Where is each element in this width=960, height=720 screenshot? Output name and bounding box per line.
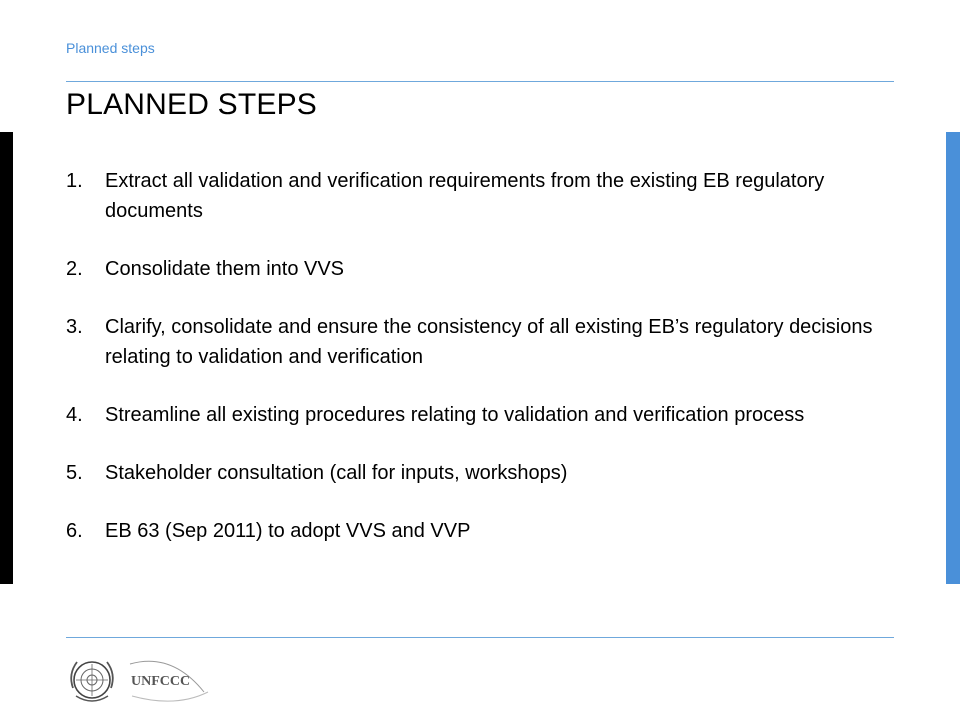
step-number: 1. xyxy=(66,170,83,192)
step-number: 3. xyxy=(66,316,83,338)
step-item xyxy=(66,516,886,546)
step-item xyxy=(66,166,886,226)
logo-group xyxy=(64,652,224,708)
step-number: 6. xyxy=(66,520,83,542)
section-label: Planned steps xyxy=(66,40,155,56)
footer-logos xyxy=(64,652,224,708)
right-accent-bar xyxy=(946,132,960,584)
step-text: Extract all validation and verification requirements from the existing EB regulatory documents xyxy=(105,170,825,222)
steps-list xyxy=(66,166,886,574)
step-number: 4. xyxy=(66,404,83,426)
step-number: 5. xyxy=(66,462,83,484)
step-text: EB 63 (Sep 2011) to adopt VVS and VVP xyxy=(105,520,471,542)
top-divider xyxy=(66,81,894,82)
step-item xyxy=(66,458,886,488)
step-item xyxy=(66,400,886,430)
slide-title: PLANNED STEPS xyxy=(66,88,318,121)
step-item xyxy=(66,312,886,372)
step-text: Clarify, consolidate and ensure the consistency of all existing EB’s regulatory decisions relating to validation and verification xyxy=(105,316,873,368)
step-text: Consolidate them into VVS xyxy=(105,258,345,280)
step-text: Streamline all existing procedures relating to validation and verification process xyxy=(105,404,805,426)
un-emblem-icon xyxy=(71,662,113,701)
step-item xyxy=(66,254,886,284)
unfccc-logo-icon xyxy=(130,661,208,701)
left-accent-bar xyxy=(0,132,13,584)
bottom-divider xyxy=(66,637,894,638)
unfccc-logo-text: UNFCCC xyxy=(131,674,191,689)
step-text: Stakeholder consultation (call for inputs, workshops) xyxy=(105,462,568,484)
step-number: 2. xyxy=(66,258,83,280)
